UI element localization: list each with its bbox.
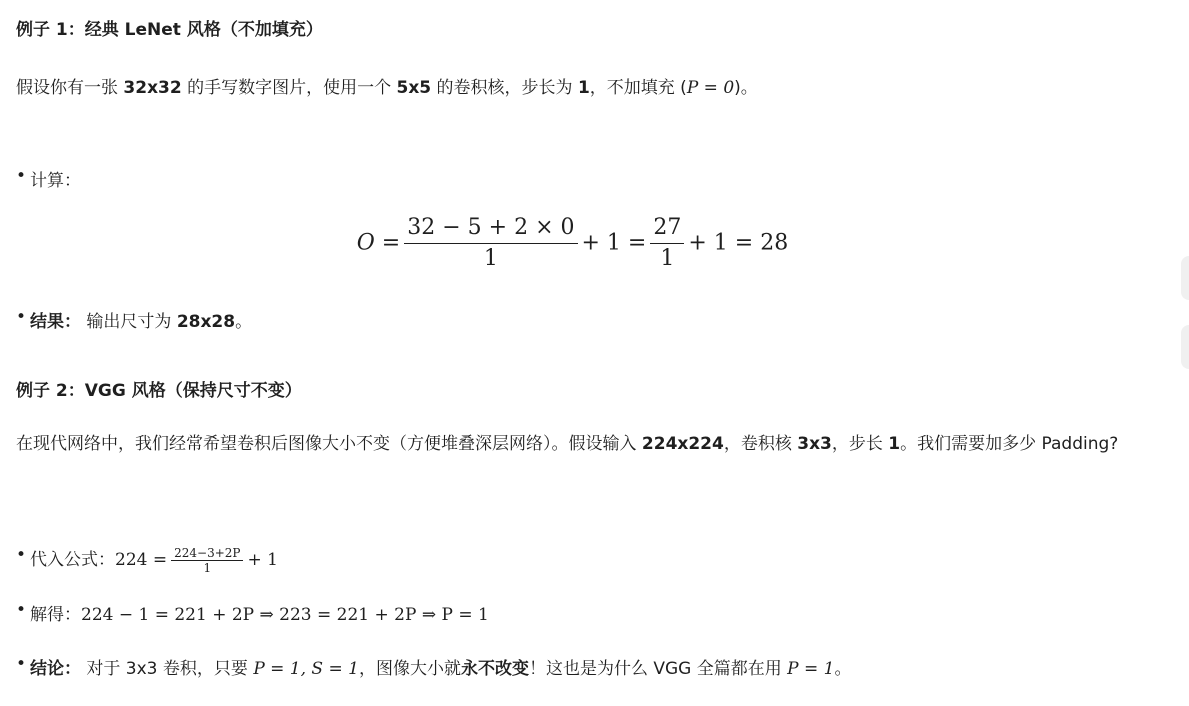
side-scroll-tab[interactable] — [1181, 325, 1189, 369]
list-item-calc: • 计算： — [30, 166, 81, 191]
example2-heading: 例子 2：VGG 风格（保持尺寸不变） — [16, 381, 302, 401]
list-item-substitute: • 代入公式：224 = $\frac{224-3+2P}{1}$ + 1 — [30, 545, 278, 575]
example1-intro: 假设你有一张 32x32 的手写数字图片，使用一个 5x5 的卷积核，步长为 1，不加填充 (P = 0)。 — [16, 78, 758, 98]
inline-math: P = 0 — [686, 78, 735, 98]
list-item-conclusion: • 结论： 对于 3x3 卷积，只要 P = 1, S = 1，图像大小就永不改变！这也是为什么 VGG 全篇都在用 P = 1。 — [30, 654, 851, 679]
example2-paragraph: 在现代网络中，我们经常希望卷积后图像大小不变（方便堆叠深层网络）。假设输入 224x224，卷积核 3x3，步长 1。我们需要加多少 Padding? — [16, 434, 1119, 454]
example1-heading: 例子 1：经典 LeNet 风格（不加填充） — [16, 20, 323, 40]
list-item-result: • 结果： 输出尺寸为 28x28。 — [30, 307, 252, 332]
side-scroll-tab[interactable] — [1181, 256, 1189, 300]
list-item-solve: • 解得：224 − 1 = 221 + 2P ⇒ 223 = 221 + 2P ⇒ P = 1 — [30, 600, 489, 625]
display-formula: O = $\frac{32 - 5 + 2 \times 0}{1}$ + 1 = $\frac{27}{1}$ + 1 = 28 — [356, 215, 789, 271]
